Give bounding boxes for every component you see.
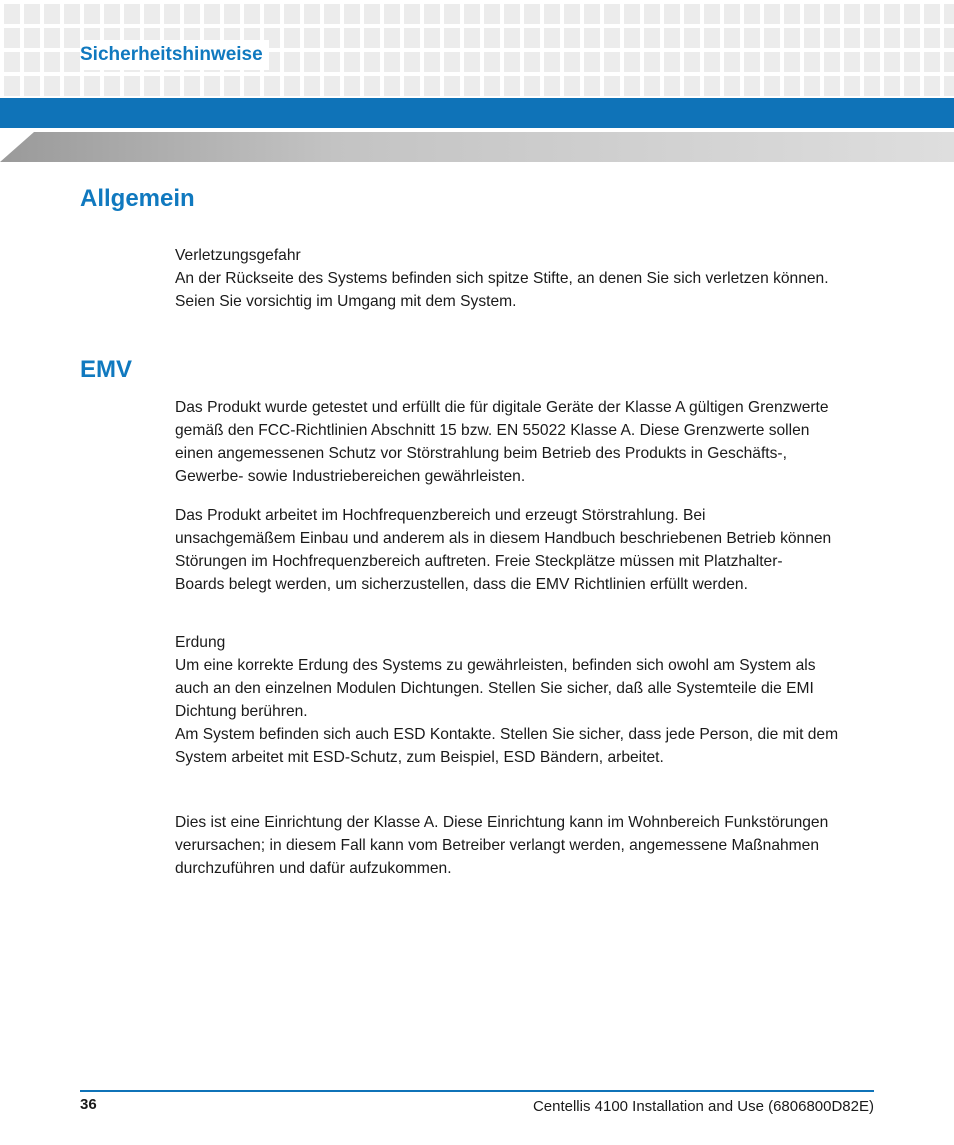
footer-rule bbox=[80, 1090, 874, 1092]
header-blue-bar bbox=[0, 98, 954, 128]
text-line: unsachgemäßem Einbau und anderem als in diesem Handbuch beschriebenen Betrieb können bbox=[175, 530, 832, 547]
header-gray-bar bbox=[0, 132, 954, 162]
text-line: Gewerbe- sowie Industriebereichen gewährleisten. bbox=[175, 468, 526, 485]
running-header-title: Sicherheitshinweise bbox=[80, 40, 269, 70]
text-line: Das Produkt wurde getestet und erfüllt die für digitale Geräte der Klasse A gültigen Grenzwerte bbox=[175, 399, 829, 416]
text-line: Störungen im Hochfrequenzbereich auftreten. Freie Steckplätze müssen mit Platzhalter- bbox=[175, 553, 783, 570]
paragraph-emv-grenzwerte bbox=[175, 396, 875, 488]
notice-title: Erdung bbox=[175, 634, 226, 651]
text-line: einen angemessenen Schutz vor Störstrahlung beim Betrieb des Produkts in Geschäfts-, bbox=[175, 445, 787, 462]
text-line: Das Produkt arbeitet im Hochfrequenzbereich und erzeugt Störstrahlung. Bei bbox=[175, 507, 706, 524]
warning-title: Verletzungsgefahr bbox=[175, 247, 301, 264]
text-line: gemäß den FCC-Richtlinien Abschnitt 15 bzw. EN 55022 Klasse A. Diese Grenzwerte sollen bbox=[175, 422, 810, 439]
notice-erdung bbox=[175, 631, 875, 769]
text-line: auch an den einzelnen Modulen Dichtungen. Stellen Sie sicher, daß alle Systemteile die EMI bbox=[175, 680, 814, 697]
page-number: 36 bbox=[80, 1096, 97, 1113]
text-line: Dies ist eine Einrichtung der Klasse A. Diese Einrichtung kann im Wohnbereich Funkstörungen bbox=[175, 814, 829, 831]
text-line: Boards belegt werden, um sicherzustellen, dass die EMV Richtlinien erfüllt werden. bbox=[175, 576, 748, 593]
text-line: Um eine korrekte Erdung des Systems zu gewährleisten, befinden sich owohl am System als bbox=[175, 657, 816, 674]
paragraph-klasse-a bbox=[175, 811, 875, 880]
text-line: System arbeitet mit ESD-Schutz, zum Beispiel, ESD Bändern, arbeitet. bbox=[175, 749, 664, 766]
heading-emv: EMV bbox=[80, 356, 133, 383]
paragraph-emv-hochfrequenz bbox=[175, 504, 875, 596]
text-line: Dichtung berühren. bbox=[175, 703, 308, 720]
warning-verletzungsgefahr bbox=[175, 244, 875, 313]
footer-document-title: Centellis 4100 Installation and Use (6806800D82E) bbox=[532, 1098, 874, 1115]
text-line: An der Rückseite des Systems befinden sich spitze Stifte, an denen Sie sich verletzen können. bbox=[175, 270, 829, 287]
text-line: Am System befinden sich auch ESD Kontakte. Stellen Sie sicher, dass jede Person, die mit dem bbox=[175, 726, 839, 743]
heading-allgemein: Allgemein bbox=[80, 185, 195, 212]
text-line: durchzuführen und dafür aufzukommen. bbox=[175, 860, 452, 877]
text-line: Seien Sie vorsichtig im Umgang mit dem System. bbox=[175, 293, 517, 310]
text-line: verursachen; in diesem Fall kann vom Betreiber verlangt werden, angemessene Maßnahmen bbox=[175, 837, 820, 854]
